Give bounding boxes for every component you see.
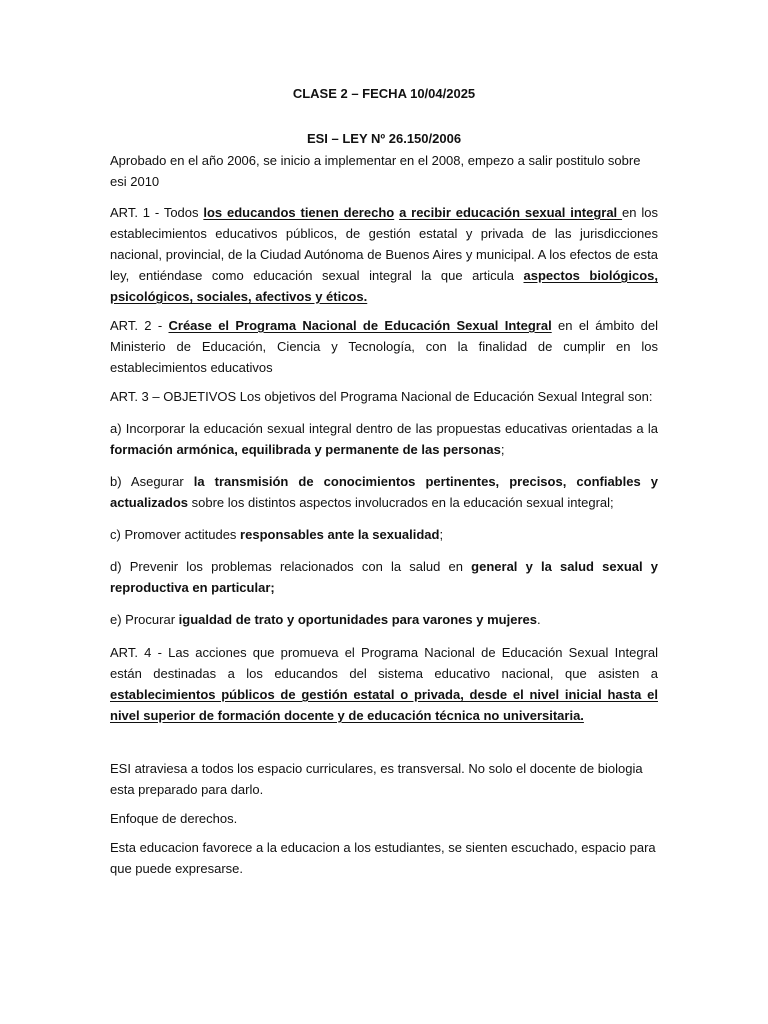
objective-d-bold: general y la salud sexual y reproductiva en particular;	[110, 559, 659, 595]
note-transversal: ESI atraviesa a todos los espacio curriculares, es transversal. No solo el docente de biologia esta preparado para darlo.	[110, 761, 643, 797]
objective-a	[110, 418, 658, 460]
article-1-highlight-3: aspectos biológicos, psicológicos, sociales, afectivos y éticos.	[110, 268, 658, 304]
article-2-highlight: Créase el Programa Nacional de Educación Sexual Integral	[168, 318, 552, 333]
article-4-highlight: establecimientos públicos de gestión estatal o privada, desde el nivel inicial hasta el nivel superior de formación docente y de educación técnica no universitaria.	[110, 687, 658, 723]
objective-b-end: sobre los distintos aspectos involucrados en la educación sexual integral;	[188, 495, 614, 510]
objective-c-bold: responsables ante la sexualidad	[240, 527, 440, 542]
objective-c	[110, 524, 658, 545]
objective-c-end: ;	[439, 527, 444, 542]
objective-d	[110, 556, 658, 598]
article-1	[110, 202, 658, 307]
note-benefits: Esta educacion favorece a la educacion a los estudiantes, se sienten escuchado, espacio para que puede expresarse.	[110, 840, 656, 876]
objective-a-bold: formación armónica, equilibrada y permanente de las personas	[110, 442, 501, 457]
objective-b-text: b) Asegurar	[110, 474, 194, 489]
objective-c-text: c) Promover actitudes	[110, 527, 241, 542]
article-1-highlight-1: los educandos tienen derecho	[203, 205, 395, 220]
article-4-text: ART. 4 - Las acciones que promueva el Programa Nacional de Educación Sexual Integral están destinadas a los educandos del sistema educativo nacional, que asisten a	[110, 645, 658, 681]
article-3: ART. 3 – OBJETIVOS Los objetivos del Programa Nacional de Educación Sexual Integral son:	[110, 389, 653, 404]
objective-a-text: a) Incorporar la educación sexual integral dentro de las propuestas educativas orientadas a la	[110, 421, 658, 436]
objective-e	[110, 609, 658, 630]
document-subtitle: ESI – LEY Nº 26.150/2006	[306, 131, 462, 146]
document-title: CLASE 2 – FECHA 10/04/2025	[292, 86, 476, 101]
article-1-highlight-2: a recibir educación sexual integral	[399, 205, 623, 220]
objective-a-end: ;	[500, 442, 505, 457]
note-rights: Enfoque de derechos.	[110, 811, 238, 826]
intro-paragraph: Aprobado en el año 2006, se inicio a implementar en el 2008, empezo a salir postitulo sobre esi 2010	[110, 153, 641, 189]
article-1-text-e: en los establecimientos educativos públicos, de gestión estatal y privada de las jurisdicciones nacional, provincial, de la Ciudad Autónoma de Buenos Aires y municipal. A los efectos de esta ley, entiéndase como educación sexual integral la que articula	[110, 205, 658, 283]
objective-b	[110, 471, 658, 513]
article-2-text-a: ART. 2 -	[110, 318, 169, 333]
objective-d-text: d) Prevenir los problemas relacionados con la salud en	[110, 559, 472, 574]
article-2	[110, 315, 658, 378]
article-1-text-a: ART. 1 - Todos	[110, 205, 204, 220]
objective-b-bold: la transmisión de conocimientos pertinentes, precisos, confiables y actualizados	[110, 474, 658, 510]
article-2-text-c: en el ámbito del Ministerio de Educación, Ciencia y Tecnología, con la finalidad de cumplir en los establecimientos educativos	[110, 318, 658, 375]
objective-e-end: .	[536, 612, 541, 627]
objective-e-text: e) Procurar	[110, 612, 179, 627]
objective-e-bold: igualdad de trato y oportunidades para varones y mujeres	[178, 612, 537, 627]
article-4	[110, 642, 658, 726]
document-body	[110, 80, 658, 887]
